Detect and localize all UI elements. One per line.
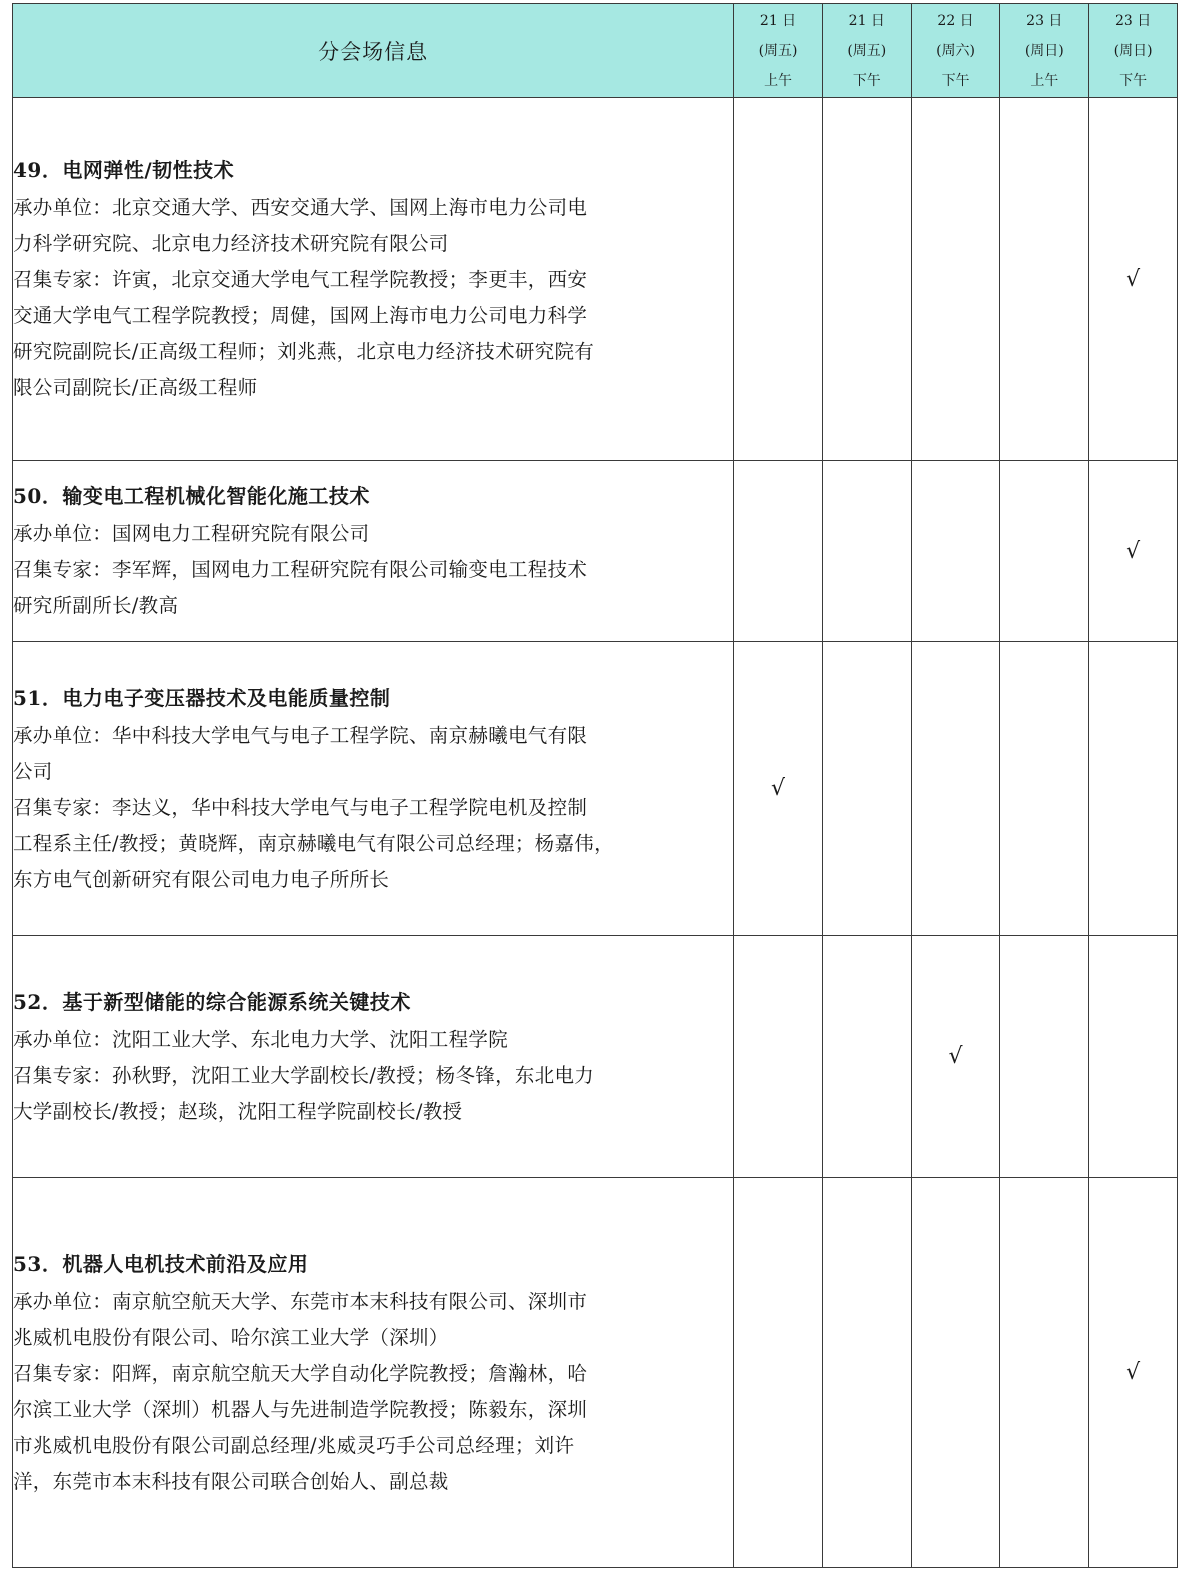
session-detail-line: 召集专家：阳辉，南京航空航天大学自动化学院教授；詹瀚林，哈 [13,1361,588,1385]
slot-cell [734,936,823,1178]
slot-cell [911,936,1000,1178]
session-detail-line: 承办单位：沈阳工业大学、东北电力大学、沈阳工程学院 [13,1027,509,1051]
session-detail-line: 承办单位：北京交通大学、西安交通大学、国网上海市电力公司电 [13,196,588,219]
session-info [13,461,734,642]
slot-cell [1000,461,1089,642]
slot-period: 下午 [852,72,881,89]
slot-cell [822,98,911,461]
session-detail-line: 交通大学电气工程学院教授；周健，国网上海市电力公司电力科学 [13,304,588,327]
session-title: 51．电力电子变压器技术及电能质量控制 [13,685,391,710]
slot-cell [734,1178,823,1568]
check-mark-icon: √ [1126,266,1141,292]
check-mark-icon: √ [1126,538,1141,564]
session-detail-line: 限公司副院长/正高级工程师 [13,376,258,399]
slot-cell [1089,98,1178,461]
slot-cell [1089,1178,1178,1568]
slot-cell [1000,98,1089,461]
slot-period: 下午 [1119,72,1148,89]
slot-cell [911,98,1000,461]
slot-header-4 [1089,4,1178,98]
slot-cell [734,98,823,461]
session-detail-line: 研究所副所长/教高 [13,594,179,617]
slot-weekday: (周日) [1024,42,1064,59]
slot-period: 下午 [941,72,970,89]
session-title: 49．电网弹性/韧性技术 [13,158,235,182]
slot-cell [734,642,823,936]
session-info [13,1178,734,1568]
session-detail-line: 洋，东莞市本末科技有限公司联合创始人、副总裁 [13,1469,449,1493]
slot-header-3 [1000,4,1089,98]
session-info [13,98,734,461]
session-detail-line: 召集专家：孙秋野，沈阳工业大学副校长/教授；杨冬锋，东北电力 [13,1063,595,1087]
session-row [13,936,1178,1178]
slot-cell [734,461,823,642]
session-schedule-table [12,3,1178,1568]
session-row [13,98,1178,461]
session-row [13,1178,1178,1568]
slot-day: 22 日 [937,12,974,29]
slot-cell [1089,642,1178,936]
slot-weekday: (周六) [936,42,976,59]
session-detail-line: 召集专家：李军辉，国网电力工程研究院有限公司输变电工程技术 [13,558,588,581]
slot-cell [1089,461,1178,642]
slot-period: 上午 [764,72,793,89]
session-detail-line: 工程系主任/教授；黄晓辉，南京赫曦电气有限公司总经理；杨嘉伟， [13,831,614,855]
session-info [13,936,734,1178]
session-detail-line: 兆威机电股份有限公司、哈尔滨工业大学（深圳） [13,1325,449,1349]
slot-day: 23 日 [1026,12,1063,29]
slot-day: 23 日 [1114,12,1152,29]
session-detail-line: 东方电气创新研究有限公司电力电子所所长 [13,867,390,891]
slot-cell [822,1178,911,1568]
session-title: 53．机器人电机技术前沿及应用 [13,1251,309,1276]
check-mark-icon: √ [771,776,786,801]
slot-cell [911,1178,1000,1568]
slot-day: 21 日 [759,12,797,29]
check-mark-icon: √ [948,1044,963,1069]
session-detail-line: 力科学研究院、北京电力经济技术研究院有限公司 [13,232,449,255]
slot-weekday: (周五) [758,42,798,59]
slot-cell [911,642,1000,936]
session-title: 50．输变电工程机械化智能化施工技术 [13,484,370,508]
session-title: 52．基于新型储能的综合能源系统关键技术 [13,989,411,1014]
slot-weekday: (周五) [847,42,887,59]
session-detail-line: 承办单位：国网电力工程研究院有限公司 [13,522,370,545]
slot-cell [1000,1178,1089,1568]
slot-cell [822,642,911,936]
session-detail-line: 承办单位：南京航空航天大学、东莞市本末科技有限公司、深圳市 [13,1289,588,1313]
slot-header-1 [822,4,911,98]
check-mark-icon: √ [1126,1360,1141,1385]
session-detail-line: 召集专家：许寅，北京交通大学电气工程学院教授；李更丰，西安 [13,268,588,291]
session-detail-line: 研究院副院长/正高级工程师；刘兆燕，北京电力经济技术研究院有 [13,340,595,363]
header-row [13,4,1178,98]
slot-header-0 [734,4,823,98]
session-detail-line: 公司 [13,759,53,783]
slot-period: 上午 [1030,72,1059,89]
session-info [13,642,734,936]
info-column-header: 分会场信息 [13,4,734,98]
session-detail-line: 承办单位：华中科技大学电气与电子工程学院、南京赫曦电气有限 [13,723,588,747]
slot-cell [1000,936,1089,1178]
slot-header-2 [911,4,1000,98]
slot-cell [822,936,911,1178]
slot-cell [911,461,1000,642]
session-detail-line: 召集专家：李达义，华中科技大学电气与电子工程学院电机及控制 [13,795,588,819]
slot-cell [822,461,911,642]
slot-cell [1000,642,1089,936]
slot-day: 21 日 [848,12,885,29]
slot-cell [1089,936,1178,1178]
session-row [13,461,1178,642]
slot-weekday: (周日) [1113,42,1153,59]
session-detail-line: 市兆威机电股份有限公司副总经理/兆威灵巧手公司总经理；刘许 [13,1433,575,1457]
session-detail-line: 大学副校长/教授；赵琰，沈阳工程学院副校长/教授 [13,1099,463,1123]
session-detail-line: 尔滨工业大学（深圳）机器人与先进制造学院教授；陈毅东，深圳 [13,1397,588,1421]
session-row [13,642,1178,936]
